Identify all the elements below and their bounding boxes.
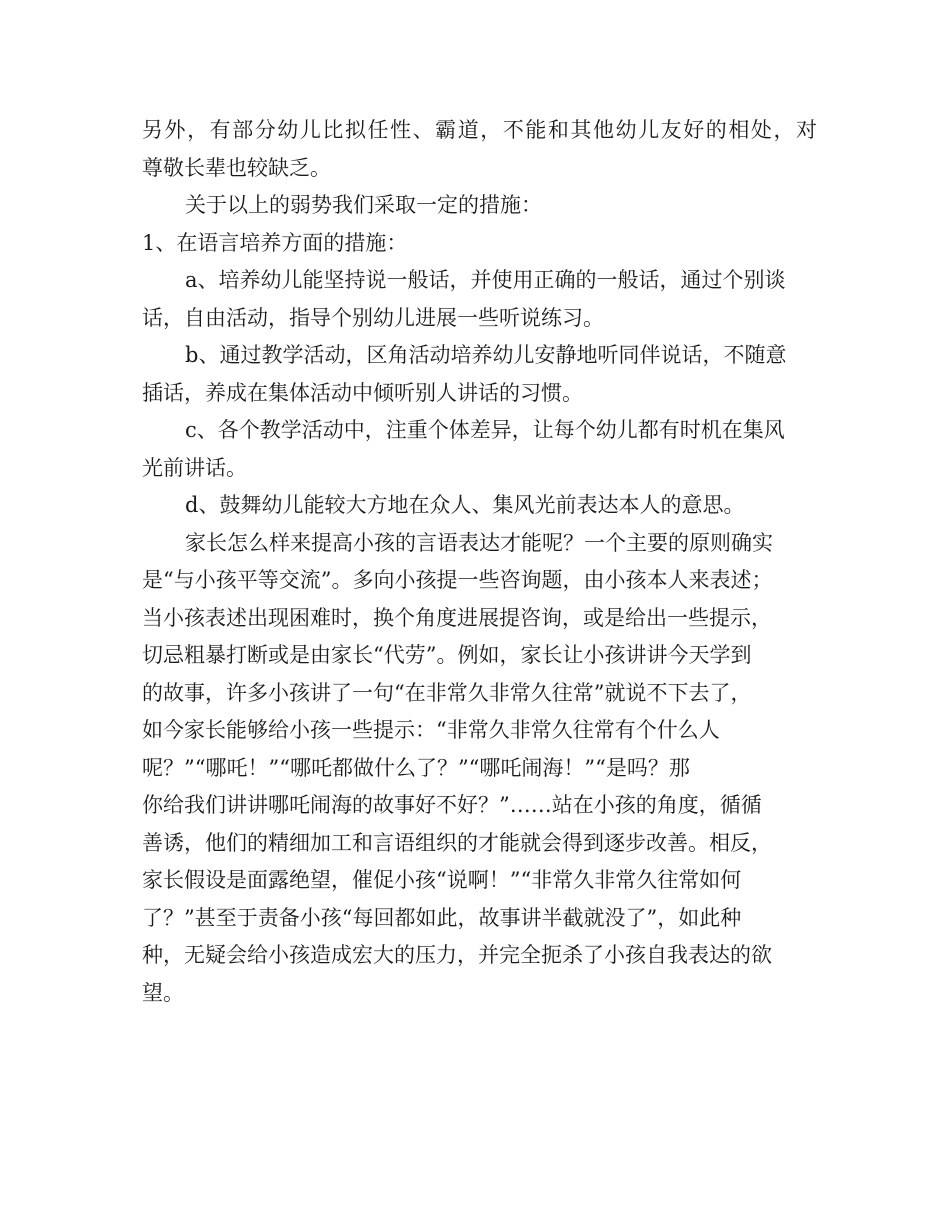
text-line: a、培养幼儿能坚持说一般话，并使用正确的一般话，通过个别谈 — [185, 268, 786, 292]
text-line: 善诱，他们的精细加工和言语组织的才能就会得到逐步改善。相反， — [142, 830, 772, 855]
text-line: 插话，养成在集体活动中倾听别人讲话的习惯。 — [142, 380, 583, 405]
text-line: 了？”甚至于责备小孩“每回都如此，故事讲半截就没了”，如此种 — [142, 905, 742, 930]
text-line: 望。 — [142, 980, 184, 1005]
text-line: 切忌粗暴打断或是由家长“代劳”。例如，家长让小孩讲讲今天学到 — [142, 643, 752, 667]
text-line: 种，无疑会给小孩造成宏大的压力，并完全扼杀了小孩自我表达的欲 — [142, 943, 772, 967]
text-line: 家长怎么样来提高小孩的言语表达才能呢？一个主要的原则确实 — [185, 530, 773, 555]
text-line: 的故事，许多小孩讲了一句“在非常久非常久往常”就说不下去了， — [142, 680, 752, 705]
text-line: 当小孩表述出现困难时，换个角度进展提咨询，或是给出一些提示， — [142, 605, 772, 630]
document-body — [142, 112, 817, 1012]
text-line: c、各个教学活动中，注重个体差异，让每个幼儿都有时机在集风 — [185, 418, 785, 442]
text-line: 另外，有部分幼儿比拟任性、霸道，不能和其他幼儿友好的相处，对 — [142, 118, 817, 142]
text-line: 光前讲话。 — [142, 455, 247, 480]
text-line: 尊敬长辈也较缺乏。 — [142, 155, 331, 180]
text-line: 呢？”“哪吒！”“哪吒都做什么了？”“哪吒闹海！”“是吗？那 — [142, 755, 690, 780]
text-line: 关于以上的弱势我们采取一定的措施： — [185, 193, 542, 217]
text-line: 是“与小孩平等交流”。多向小孩提一些咨询题，由小孩本人来表述； — [142, 568, 773, 592]
text-line: b、通过教学活动，区角活动培养幼儿安静地听同伴说话，不随意 — [185, 343, 787, 367]
text-line: 家长假设是面露绝望，催促小孩“说啊！”“非常久非常久往常如何 — [142, 868, 742, 892]
text-line: 话，自由活动，指导个别幼儿进展一些听说练习。 — [142, 305, 604, 330]
text-line: 1、在语言培养方面的措施： — [142, 230, 408, 255]
text-line: 你给我们讲讲哪吒闹海的故事好不好？”……站在小孩的角度，循循 — [142, 793, 762, 817]
text-line: 如今家长能够给小孩一些提示：“非常久非常久往常有个什么人 — [142, 718, 720, 742]
text-line: d、鼓舞幼儿能较大方地在众人、集风光前表达本人的意思。 — [185, 493, 745, 517]
